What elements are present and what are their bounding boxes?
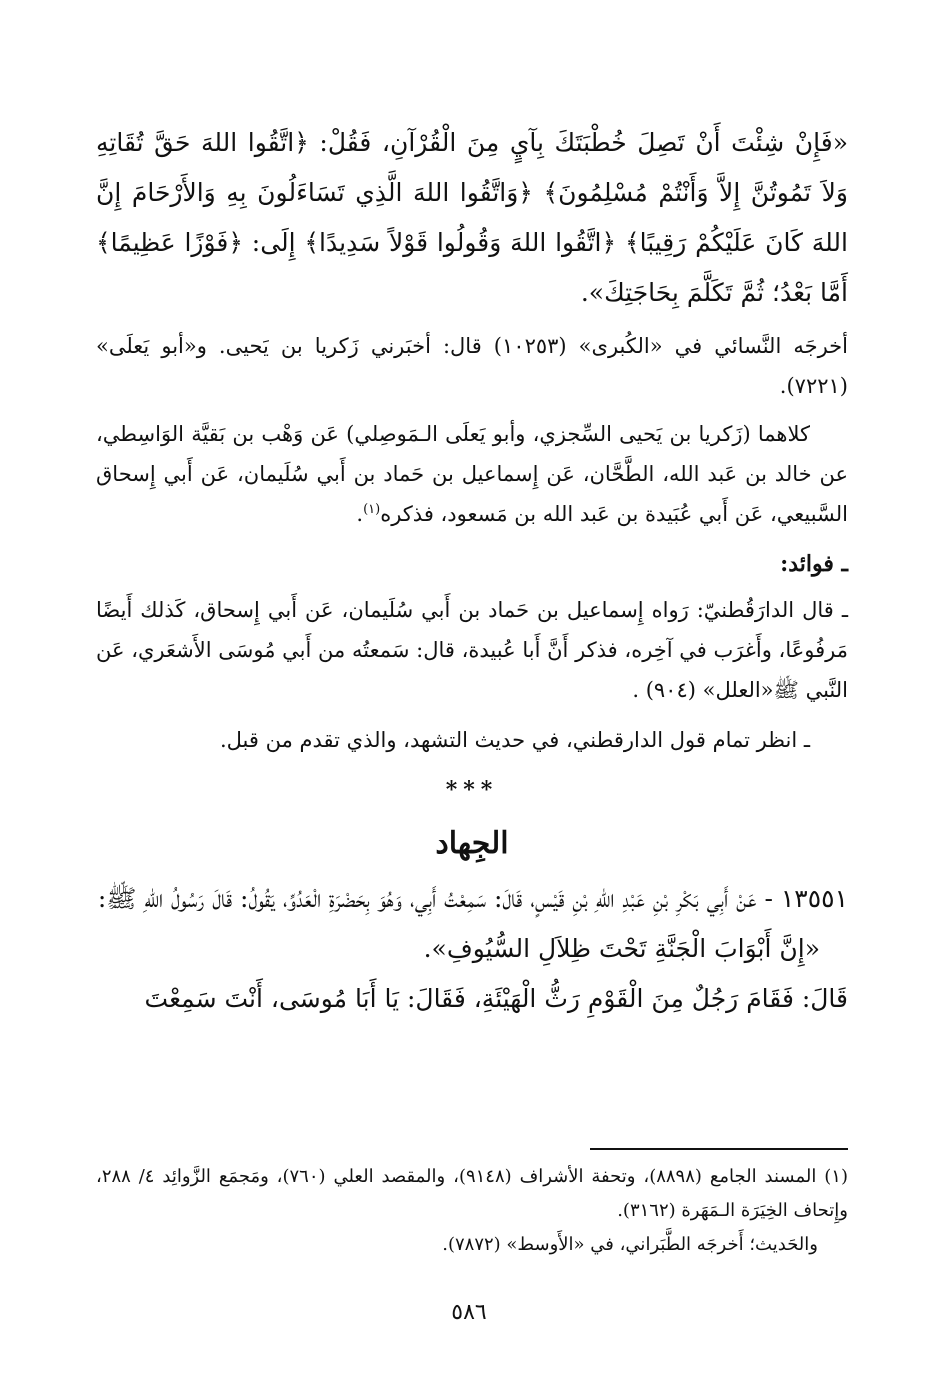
hadith-2-quote: «إِنَّ أَبْوَابَ الْجَنَّةِ تَحْتَ ظِلاَلِ السُّيُوفِ». xyxy=(423,934,820,963)
chapter-title: الجِهاد xyxy=(435,826,509,861)
fawaid-item-2: ـ انظر تمام قول الدارقطني، في حديث التشهد، والذي تقدم من قبل. xyxy=(219,728,810,752)
hadith-2-continuation: قَالَ: فَقَامَ رَجُلٌ مِنَ الْقَوْمِ رَثُّ الْهَيْئَةِ، فَقَالَ: يَا أَبَا مُوسَى، أَنْتَ سَمِعْتَ xyxy=(144,984,848,1013)
footnote-divider xyxy=(590,1148,848,1150)
hadith-2-intro: ١٣٥٥١ - عَنْ أَبِي بَكْرِ بْنِ عَبْدِ اللهِ بْنِ قَيْسٍ، قَالَ: سَمِعْتُ أَبِي، وَهُوَ بِحَضْرَةِ الْعَدُوِّ، يَقُولُ: قَالَ رَسُولُ اللهِ ﷺ: xyxy=(97,884,848,913)
takhrij-paragraph-1: أخرجَه النَّسائي في «الكُبرى» (١٠٢٥٣) قال: أخبَرني زَكريا بن يَحيى. و«أبو يَعلَى» (٧٢٢١). xyxy=(96,334,848,398)
fawaid-heading: ـ فوائد: xyxy=(780,551,848,577)
takhrij-paragraph-2-text: كلاهما (زَكريا بن يَحيى السِّجزي، وأبو يَعلَى الـمَوصِلي) عَن وَهْب بن بَقيَّة الوَاسِطي، عن خالد بن عَبد الله، الطَّحَّان، عَن إِسماعيل بن حَماد بن أَبي سُلَيمان، عَن أَبي إِسحاق السَّبيعي، عَن أَبي عُبَيدة بن عَبد الله بن مَسعود، فذكره xyxy=(96,422,848,526)
footnote-2: والحَديث؛ أَخرجَه الطَّبَراني، في «الأَوسط» (٧٨٧٢). xyxy=(442,1234,818,1255)
footnotes xyxy=(96,1160,848,1262)
footnote-reference[interactable]: (١) xyxy=(363,502,381,517)
page-body xyxy=(96,118,848,1024)
hadith-text: «فَإِنْ شِئْتَ أَنْ تَصِلَ خُطْبَتَكَ بِآيٍ مِنَ الْقُرْآنِ، فَقُلْ: ﴿اتَّقُوا اللهَ حَقَّ تُقَاتِهِ وَلاَ تَمُوتُنَّ إِلاَّ وَأَنْتُمْ مُسْلِمُونَ﴾ ﴿وَاتَّقُوا اللهَ الَّذِي تَسَاءَلُونَ بِهِ وَالأَرْحَامَ إِنَّ اللهَ كَانَ عَلَيْكُمْ رَقِيبًا﴾ ﴿اتَّقُوا اللهَ وَقُولُوا قَوْلاً سَدِيدًا﴾ إِلَى: ﴿فَوْزًا عَظِيمًا﴾ أَمَّا بَعْدُ؛ ثُمَّ تَكَلَّمَ بِحَاجَتِكَ». xyxy=(96,128,848,307)
footnote-1: (١) المسند الجامع (٨٨٩٨)، وتحفة الأشراف (٩١٤٨)، والمقصد العلي (٧٦٠)، ومَجمَع الزَّوائِد ٤/ ٢٨٨، وإِتحاف الخِيَرَة الـمَهَرة (٣١٦٢). xyxy=(96,1166,848,1221)
takhrij-paragraph-2: كلاهما (زَكريا بن يَحيى السِّجزي، وأبو يَعلَى الـمَوصِلي) عَن وَهْب بن بَقيَّة الوَاسِطي، عن خالد بن عَبد الله، الطَّحَّان، عَن إِسماعيل بن حَماد بن أَبي سُلَيمان، عَن أَبي إِسحاق السَّبيعي، عَن أَبي عُبَيدة بن عَبد الله بن مَسعود، فذكره$^{(١)}$. xyxy=(96,422,848,526)
page-number: ٥٨٦ xyxy=(451,1300,487,1325)
fawaid-item-1: ـ قال الدارَقُطنيّ: رَواه إِسماعيل بن حَماد بن أَبي سُلَيمان، عَن أَبي إِسحاق، كَذلك أَيضًا مَرفُوعًا، وأَغرَب في آخِره، فذكر أَنَّ أَبا عُبيدة، قال: سَمعتُه من أَبي مُوسَى الأَشعَري، عَن النَّبي ﷺ«العلل» (٩٠٤) . xyxy=(96,598,848,702)
section-separator: *** xyxy=(445,777,499,803)
